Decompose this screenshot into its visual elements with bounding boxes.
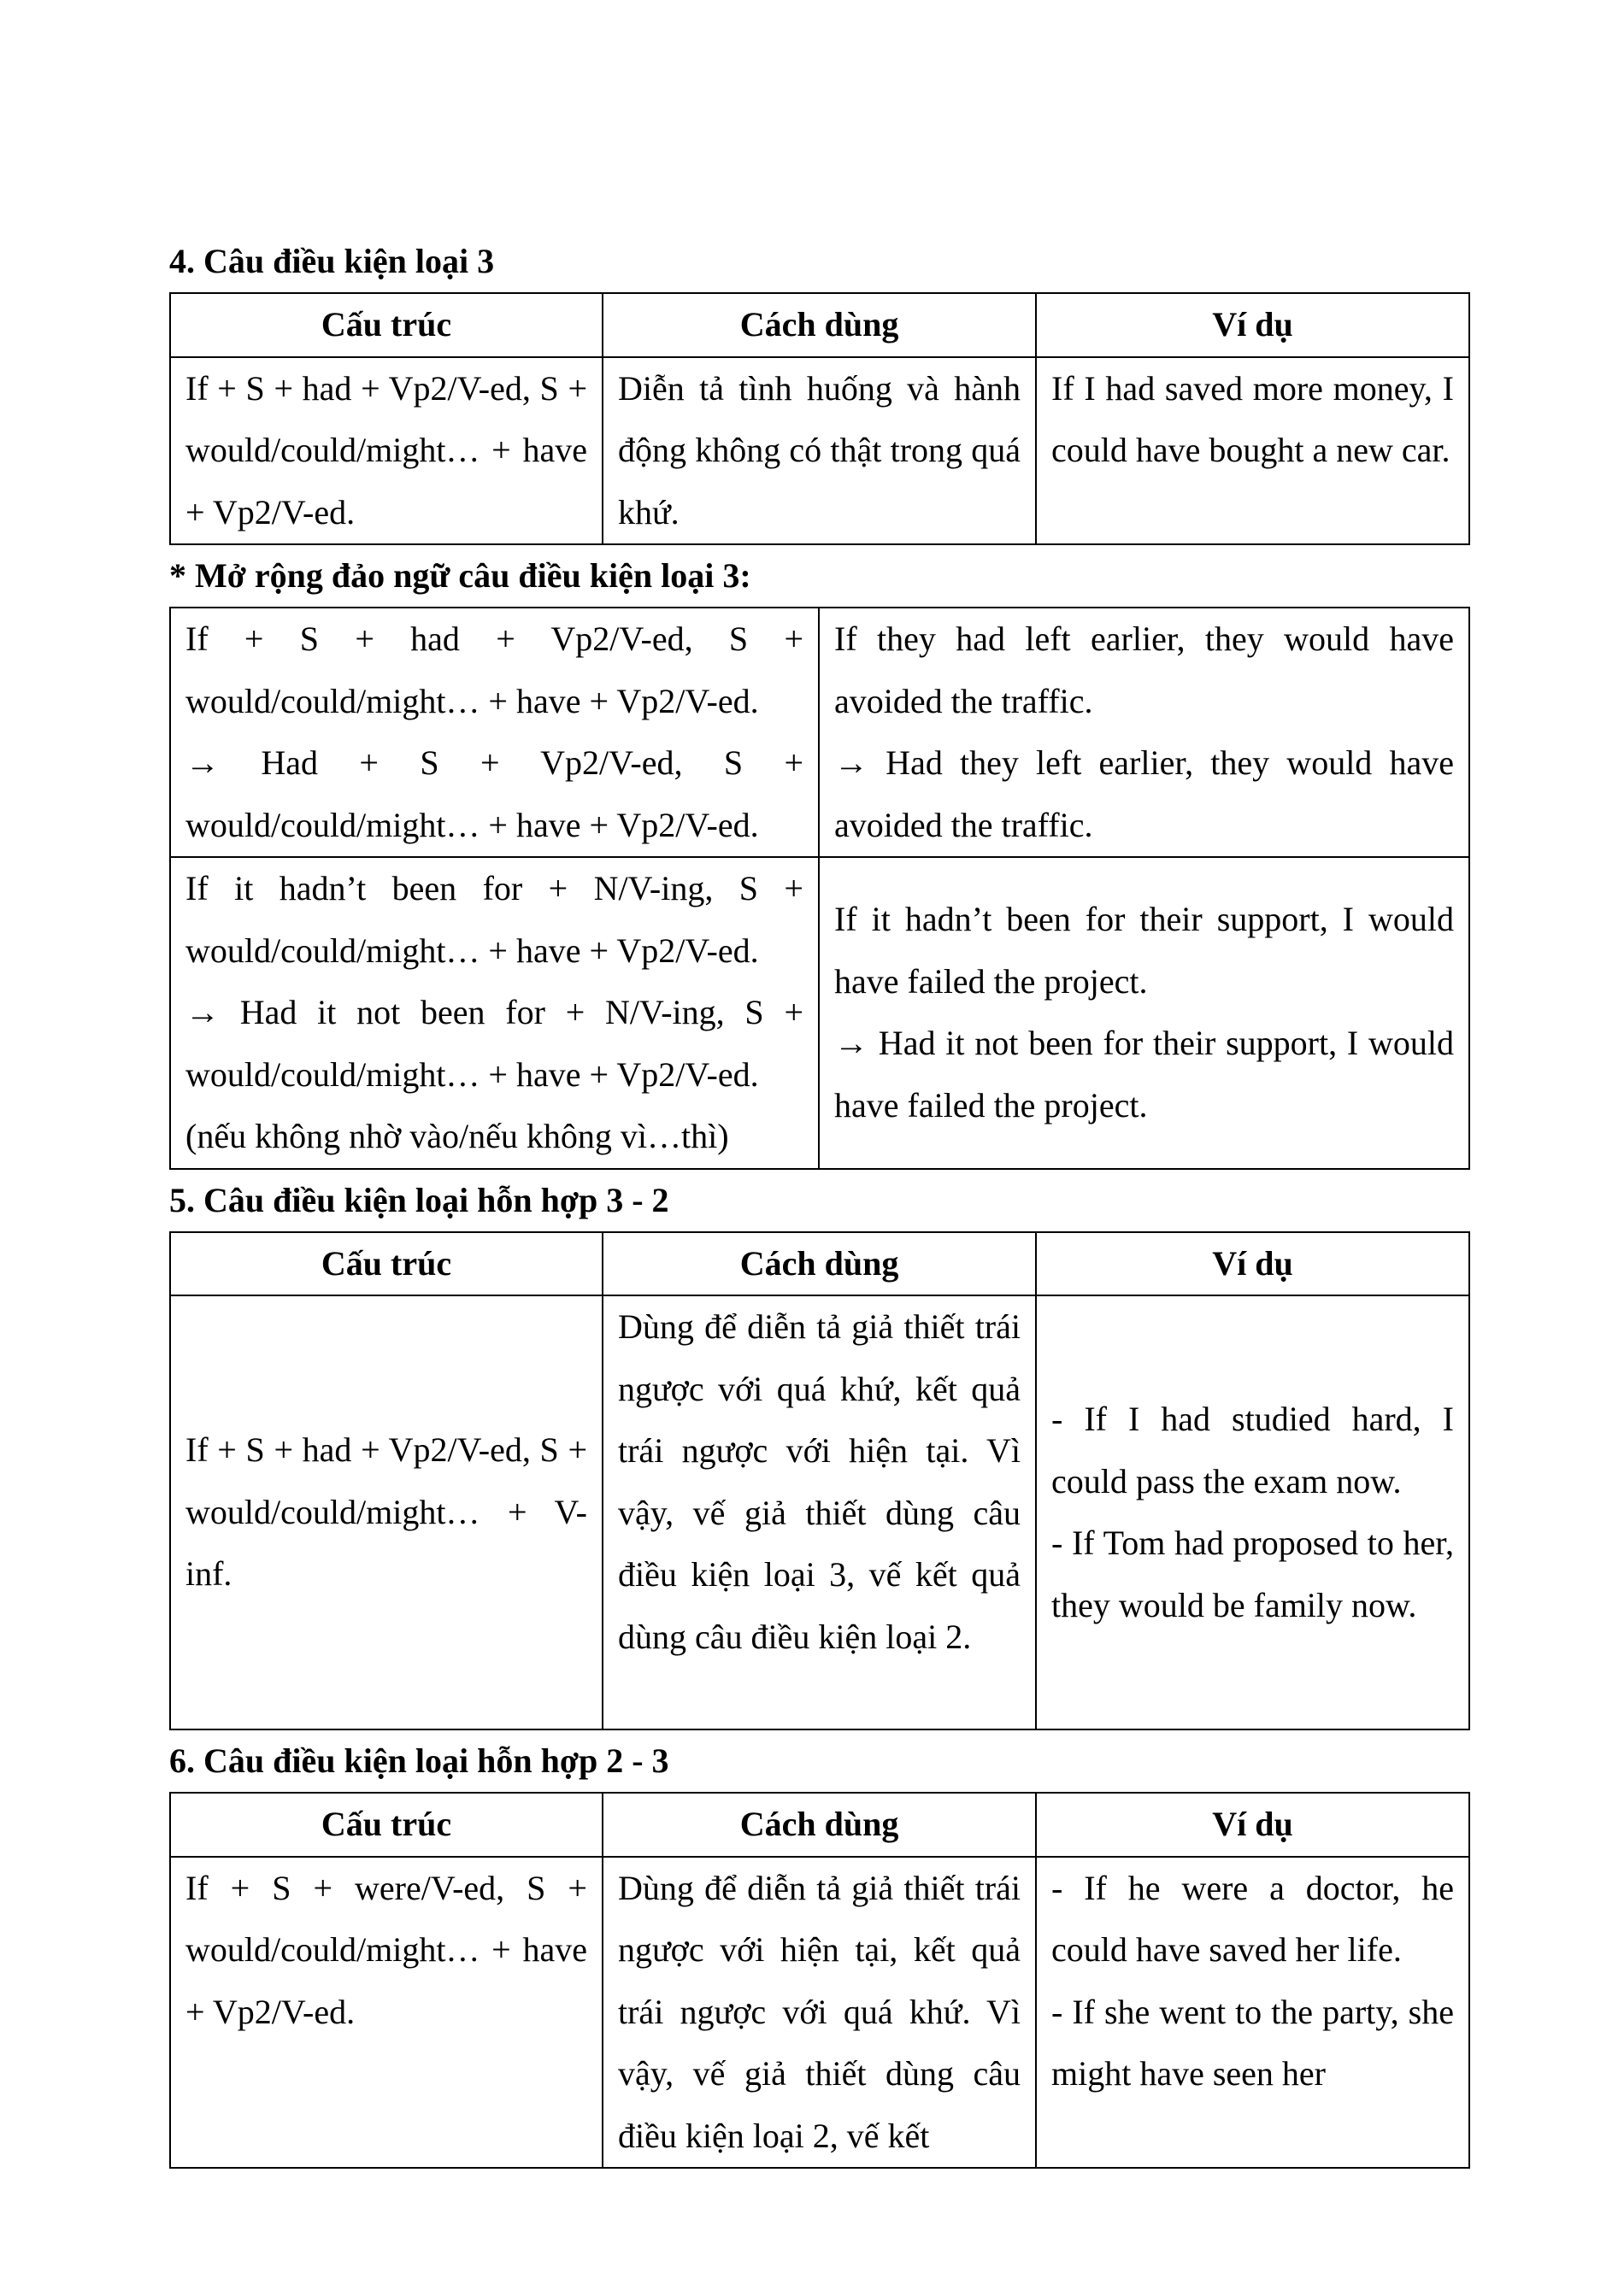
structure-cell (170, 857, 819, 1169)
table-header-row (170, 293, 1469, 357)
example-line: - If Tom had proposed to her, they would be family now. (1051, 1524, 1454, 1624)
structure-note: (nếu không nhờ vào/nếu không vì…thì) (185, 1117, 729, 1155)
structure-line: If + S + had + Vp2/V-ed, S + would/could/might… + have + Vp2/V-ed. (185, 620, 803, 720)
example-line: If they had left earlier, they would have avoided the traffic. (834, 620, 1454, 720)
header-usage: Cách dùng (603, 1793, 1036, 1857)
example-line: - If he were a doctor, he could have saved her life. (1051, 1868, 1454, 1969)
example-line: - If I had studied hard, I could pass the exam now. (1051, 1400, 1454, 1500)
structure-cell: If + S + had + Vp2/V-ed, S + would/could/might… + have + Vp2/V-ed. (170, 357, 603, 545)
table-row (170, 1295, 1469, 1729)
structure-cell (170, 608, 819, 857)
structure-line: → Had it not been for + N/V-ing, S + would/could/might… + have + Vp2/V-ed. (185, 993, 803, 1094)
inversion-table (169, 607, 1470, 1170)
document-page (169, 231, 1468, 2169)
example-cell (1036, 1857, 1469, 2169)
section-4-heading: 4. Câu điều kiện loại 3 (169, 242, 495, 280)
example-cell: If I had saved more money, I could have bought a new car. (1036, 357, 1469, 545)
header-structure: Cấu trúc (170, 293, 603, 357)
header-structure: Cấu trúc (170, 1232, 603, 1296)
header-example: Ví dụ (1036, 1232, 1469, 1296)
table-row (170, 1857, 1469, 2169)
usage-cell: Diễn tả tình huống và hành động không có thật trong quá khứ. (603, 357, 1036, 545)
section-5-table (169, 1231, 1470, 1731)
example-line: - If she went to the party, she might have seen her (1051, 1992, 1454, 2093)
section-4-table (169, 292, 1470, 545)
table-row (170, 357, 1469, 545)
inversion-heading: * Mở rộng đảo ngữ câu điều kiện loại 3: (169, 556, 751, 595)
header-usage: Cách dùng (603, 293, 1036, 357)
header-usage: Cách dùng (603, 1232, 1036, 1296)
example-cell (1036, 1295, 1469, 1729)
section-6-table (169, 1792, 1470, 2169)
table-row (170, 608, 1469, 857)
structure-cell: If + S + were/V-ed, S + would/could/might… + have + Vp2/V-ed. (170, 1857, 603, 2169)
usage-cell: Dùng để diễn tả giả thiết trái ngược với quá khứ, kết quả trái ngược với hiện tại. Vì vậy, vế giả thiết dùng câu điều kiện loại 3, vế kết quả dùng câu điều kiện loại 2. (603, 1295, 1036, 1729)
header-example: Ví dụ (1036, 1793, 1469, 1857)
section-6-heading: 6. Câu điều kiện loại hỗn hợp 2 - 3 (169, 1741, 669, 1780)
example-cell (819, 857, 1469, 1169)
structure-line: If it hadn’t been for + N/V-ing, S + would/could/might… + have + Vp2/V-ed. (185, 869, 803, 970)
table-row (170, 857, 1469, 1169)
structure-cell: If + S + had + Vp2/V-ed, S + would/could/might… + V-inf. (170, 1295, 603, 1729)
example-line: → Had they left earlier, they would have avoided the traffic. (834, 743, 1454, 844)
usage-cell: Dùng để diễn tả giả thiết trái ngược với hiện tại, kết quả trái ngược với quá khứ. Vì vậy, vế giả thiết dùng câu điều kiện loại 2, vế kết (603, 1857, 1036, 2169)
example-line: → Had it not been for their support, I would have failed the project. (834, 1024, 1454, 1125)
section-5-heading: 5. Câu điều kiện loại hỗn hợp 3 - 2 (169, 1180, 669, 1219)
structure-line: → Had + S + Vp2/V-ed, S + would/could/might… + have + Vp2/V-ed. (185, 743, 803, 844)
header-structure: Cấu trúc (170, 1793, 603, 1857)
table-header-row (170, 1232, 1469, 1296)
example-line: If it hadn’t been for their support, I would have failed the project. (834, 900, 1454, 1001)
example-cell (819, 608, 1469, 857)
table-header-row (170, 1793, 1469, 1857)
header-example: Ví dụ (1036, 293, 1469, 357)
